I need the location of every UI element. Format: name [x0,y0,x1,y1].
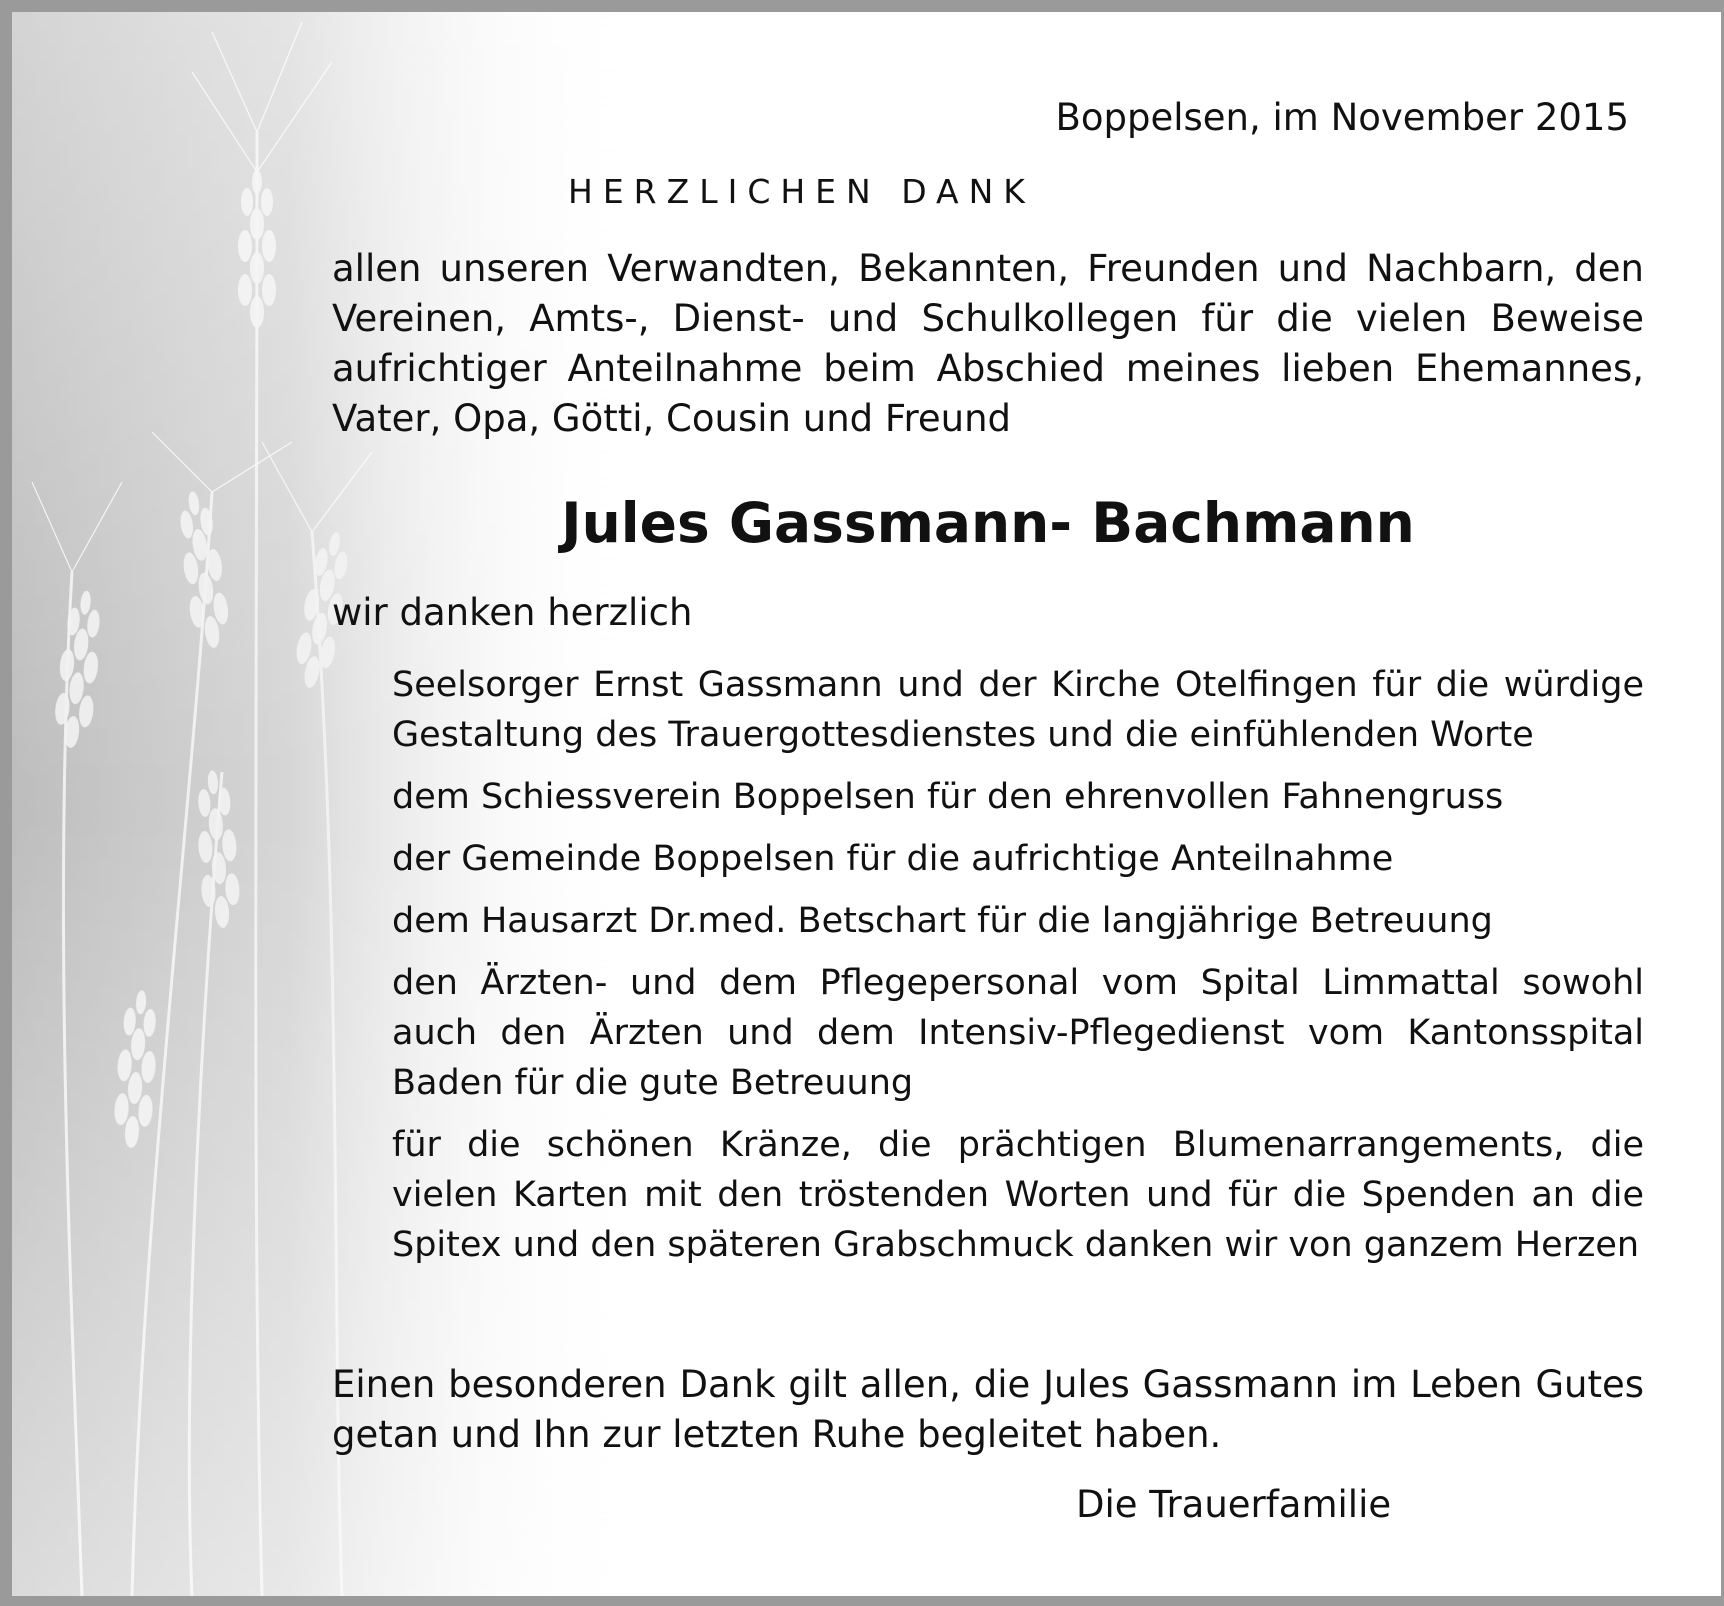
thanks-item-pastor: Seelsorger Ernst Gassmann und der Kirche Otelfingen für die würdige Gestaltung des Trauergottesdienstes und die einfühlenden Worte [392,665,1644,755]
thanks-item-family-doctor: dem Hausarzt Dr.med. Betschart für die langjährige Betreuung [392,901,1493,941]
thanks-item-municipality: der Gemeinde Boppelsen für die aufrichtige Anteilnahme [392,839,1394,879]
deceased-name: Jules Gassmann- Bachmann [561,491,1415,555]
thanks-item-wreaths-donations: für die schönen Kränze, die prächtigen Blumenarrangements, die vielen Karten mit den tröstenden Worten und für die Spenden an die Spitex und den späteren Grabschmuck danken wir von ganzem Herzen [392,1125,1644,1265]
thanks-item-shooting-club: dem Schiessverein Boppelsen für den ehrenvollen Fahnengruss [392,777,1504,817]
notice-text-layer [12,12,1721,1596]
thanks-lead-line: wir danken herzlich [332,591,693,634]
closing-paragraph: Einen besonderen Dank gilt allen, die Jules Gassmann im Leben Gutes getan und Ihn zur letzten Ruhe begleitet haben. [332,1363,1644,1456]
signature-line: Die Trauerfamilie [1076,1483,1392,1526]
place-date-line: Boppelsen, im November 2015 [1055,96,1629,139]
thanks-item-hospital-staff: den Ärzten- und dem Pflegepersonal vom Spital Limmattal sowohl auch den Ärzten und dem Intensiv-Pflegedienst vom Kantonsspital Baden für die gute Betreuung [392,963,1644,1103]
notice-heading: HERZLICHEN DANK [568,172,1035,211]
intro-paragraph: allen unseren Verwandten, Bekannten, Freunden und Nachbarn, den Vereinen, Amts-, Dienst- und Schulkollegen für die vielen Beweise aufrichtiger Anteilnahme beim Abschied meines lieben Ehemannes, Vater, Opa, Götti, Cousin und Freund [332,247,1644,440]
